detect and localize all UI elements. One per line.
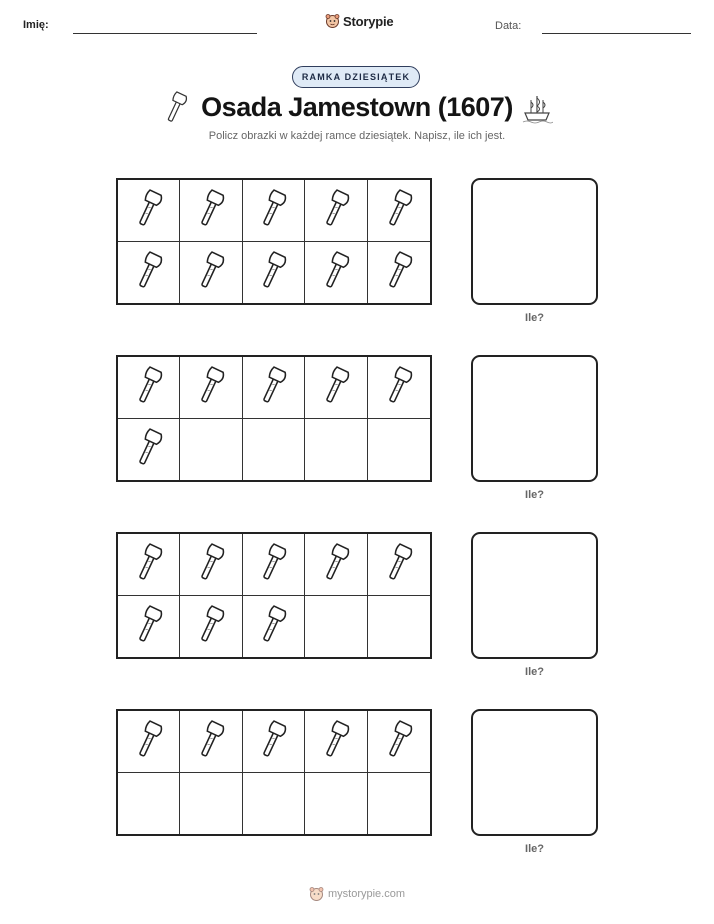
frame-cell [368, 534, 430, 596]
answer-box[interactable] [471, 709, 598, 836]
frame-cell [305, 773, 367, 835]
answer-label: Ile? [525, 666, 544, 678]
frame-cell [305, 357, 367, 419]
frame-cell [243, 711, 305, 773]
axe-icon [132, 250, 166, 295]
ten-frame [116, 709, 432, 836]
name-label: Imię: [23, 19, 49, 31]
frame-cell [243, 180, 305, 242]
frame-cell [305, 534, 367, 596]
axe-icon [256, 542, 290, 587]
ship-icon [521, 92, 553, 124]
frame-cell [118, 242, 180, 304]
frame-cell [305, 711, 367, 773]
logo-text: Storypie [343, 13, 394, 29]
frame-cell [243, 357, 305, 419]
frame-cell [368, 357, 430, 419]
frame-cell [180, 534, 242, 596]
answer-label: Ile? [525, 312, 544, 324]
frame-cell [243, 534, 305, 596]
axe-icon [132, 604, 166, 649]
axe-icon [382, 719, 416, 764]
ten-frame [116, 178, 432, 305]
frame-cell [368, 711, 430, 773]
mascot-icon [325, 13, 340, 29]
frame-cell [180, 773, 242, 835]
ten-frame [116, 355, 432, 482]
axe-icon [132, 427, 166, 472]
axe-icon [256, 188, 290, 233]
axe-icon [382, 250, 416, 295]
storypie-logo [325, 13, 393, 29]
frame-cell [118, 180, 180, 242]
axe-icon [319, 365, 353, 410]
axe-icon [319, 188, 353, 233]
axe-icon [256, 604, 290, 649]
frame-cell [243, 596, 305, 658]
axe-icon [319, 542, 353, 587]
answer-label: Ile? [525, 489, 544, 501]
frame-cell [243, 419, 305, 481]
axe-icon [256, 250, 290, 295]
frame-cell [118, 357, 180, 419]
axe-icon [382, 542, 416, 587]
footer [0, 886, 714, 902]
frame-cell [118, 419, 180, 481]
mascot-icon [309, 886, 324, 902]
frame-cell [180, 419, 242, 481]
answer-box[interactable] [471, 355, 598, 482]
frame-cell [368, 596, 430, 658]
axe-icon [132, 719, 166, 764]
axe-icon [194, 604, 228, 649]
frame-cell [305, 242, 367, 304]
worksheet-type-badge: RAMKA DZIESIĄTEK [292, 66, 420, 88]
footer-url: mystorypie.com [327, 888, 406, 900]
axe-icon [194, 188, 228, 233]
answer-box[interactable] [471, 532, 598, 659]
axe-icon [319, 250, 353, 295]
axe-icon [256, 719, 290, 764]
frame-cell [368, 419, 430, 481]
frame-cell [180, 180, 242, 242]
axe-icon [132, 188, 166, 233]
frame-cell [118, 773, 180, 835]
frame-cell [118, 534, 180, 596]
date-label: Data: [495, 20, 522, 32]
axe-icon [256, 365, 290, 410]
frame-cell [180, 711, 242, 773]
axe-icon [132, 365, 166, 410]
axe-icon [194, 365, 228, 410]
frame-cell [180, 357, 242, 419]
axe-icon [194, 542, 228, 587]
frame-cell [118, 711, 180, 773]
frame-cell [243, 242, 305, 304]
frame-cell [368, 180, 430, 242]
axe-icon [132, 542, 166, 587]
answer-label: Ile? [525, 843, 544, 855]
axe-icon [382, 188, 416, 233]
frame-cell [368, 242, 430, 304]
frame-cell [243, 773, 305, 835]
frame-cell [305, 596, 367, 658]
instructions: Policz obrazki w każdej ramce dziesiątek. Napisz, ile ich jest. [208, 130, 506, 142]
frame-cell [180, 242, 242, 304]
name-line[interactable] [73, 33, 257, 34]
page-title: Osada Jamestown (1607) [201, 92, 513, 122]
ten-frame [116, 532, 432, 659]
frame-cell [305, 419, 367, 481]
frame-cell [305, 180, 367, 242]
axe-icon [194, 719, 228, 764]
frame-cell [180, 596, 242, 658]
frame-cell [368, 773, 430, 835]
frame-cell [118, 596, 180, 658]
date-line[interactable] [542, 33, 691, 34]
axe-icon [194, 250, 228, 295]
axe-icon [382, 365, 416, 410]
answer-box[interactable] [471, 178, 598, 305]
axe-icon [319, 719, 353, 764]
